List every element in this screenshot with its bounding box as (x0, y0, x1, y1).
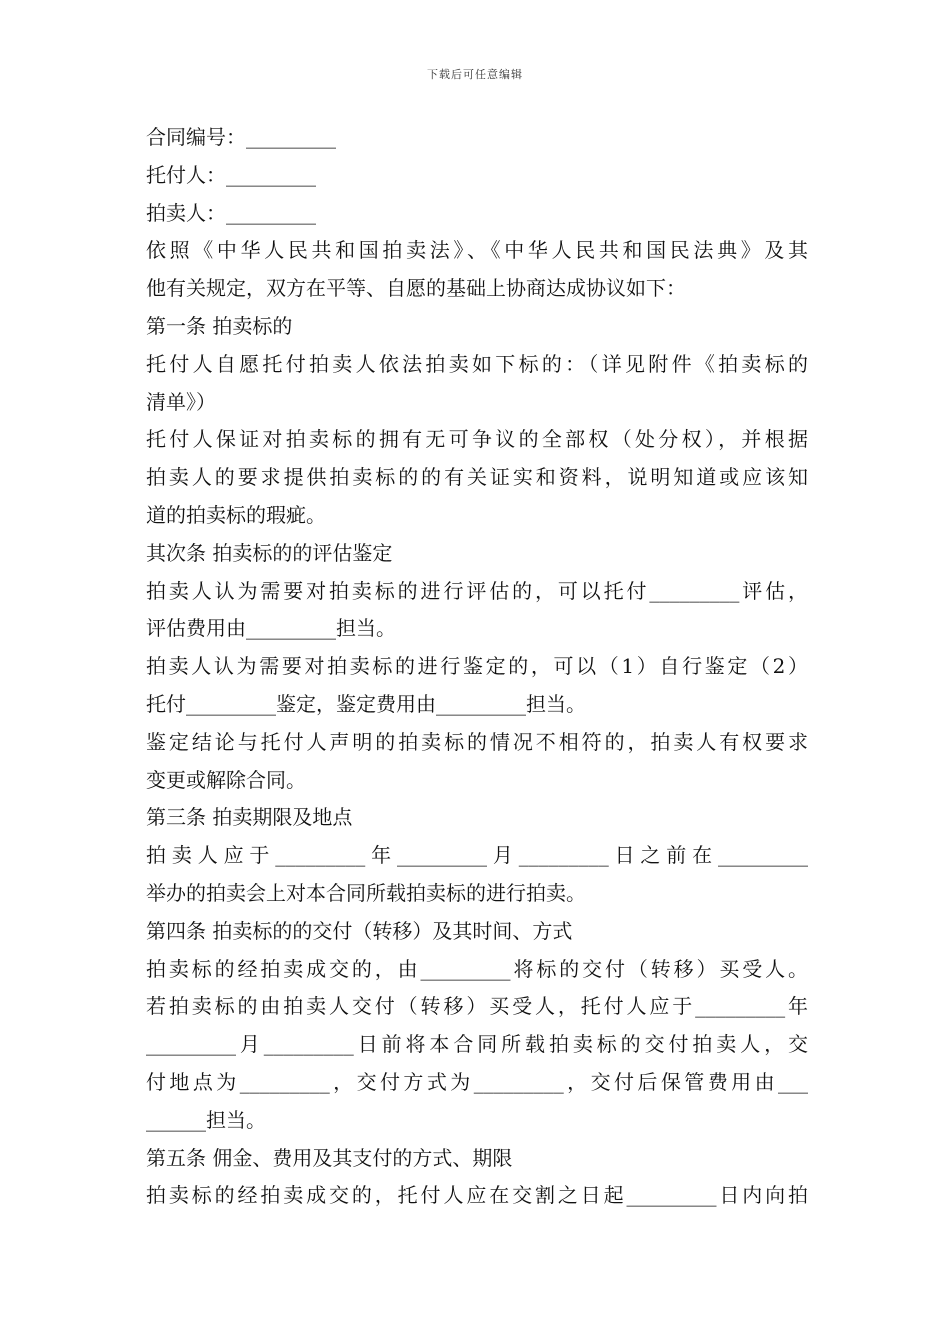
document-line: 第五条 佣金、费用及其支付的方式、期限 (146, 1145, 513, 1170)
document-line: 托付人自愿托付拍卖人依法拍卖如下标的：（详见附件《拍卖标的 (146, 351, 808, 376)
document-line: 鉴定结论与托付人声明的拍卖标的情况不相符的，拍卖人有权要求 (146, 729, 808, 754)
document-line: 拍卖人的要求提供拍卖标的的有关证实和资料，说明知道或应该知 (146, 465, 808, 490)
document-line: 托付人：_________ (146, 162, 316, 187)
document-body (146, 119, 808, 1215)
document-line: 他有关规定，双方在平等、自愿的基础上协商达成协议如下： (146, 276, 686, 301)
document-line: 若拍卖标的由拍卖人交付（转移）买受人，托付人应于_________年 (146, 994, 808, 1019)
document-line: 托付_________鉴定，鉴定费用由_________担当。 (146, 691, 586, 716)
document-line: ______担当。 (146, 1107, 266, 1132)
document-line: 付地点为_________，交付方式为_________，交付后保管费用由___ (146, 1069, 808, 1094)
document-line: 拍卖标的经拍卖成交的，由_________将标的交付（转移）买受人。 (146, 956, 808, 981)
document-line: 依照《中华人民共和国拍卖法》、《中华人民共和国民法典》及其 (146, 238, 808, 263)
document-line: 拍卖人应于_________年_________月_________日之前在_________ (146, 843, 808, 868)
document-line: 其次条 拍卖标的的评估鉴定 (146, 540, 393, 565)
document-line: 评估费用由_________担当。 (146, 616, 396, 641)
document-line: 托付人保证对拍卖标的拥有无可争议的全部权（处分权），并根据 (146, 427, 808, 452)
document-line: 拍卖人：_________ (146, 200, 316, 225)
document-line: 拍卖标的经拍卖成交的，托付人应在交割之日起_________日内向拍 (146, 1183, 808, 1208)
document-line: 清单》） (146, 389, 216, 414)
document-line: 第一条 拍卖标的 (146, 313, 293, 338)
document-line: 第四条 拍卖标的的交付（转移）及其时间、方式 (146, 918, 573, 943)
document-line: 拍卖人认为需要对拍卖标的进行评估的，可以托付_________评估， (146, 578, 808, 603)
document-line: 变更或解除合同。 (146, 767, 306, 792)
document-line: 拍卖人认为需要对拍卖标的进行鉴定的，可以（1）自行鉴定（2） (146, 654, 808, 679)
document-line: 道的拍卖标的瑕疵。 (146, 502, 326, 527)
document-line: _________月_________日前将本合同所载拍卖标的交付拍卖人，交 (146, 1032, 808, 1057)
document-line: 举办的拍卖会上对本合同所载拍卖标的进行拍卖。 (146, 880, 586, 905)
document-line: 合同编号：_________ (146, 125, 336, 149)
page-header-note: 下载后可任意编辑 (427, 68, 523, 81)
document-line: 第三条 拍卖期限及地点 (146, 805, 353, 830)
